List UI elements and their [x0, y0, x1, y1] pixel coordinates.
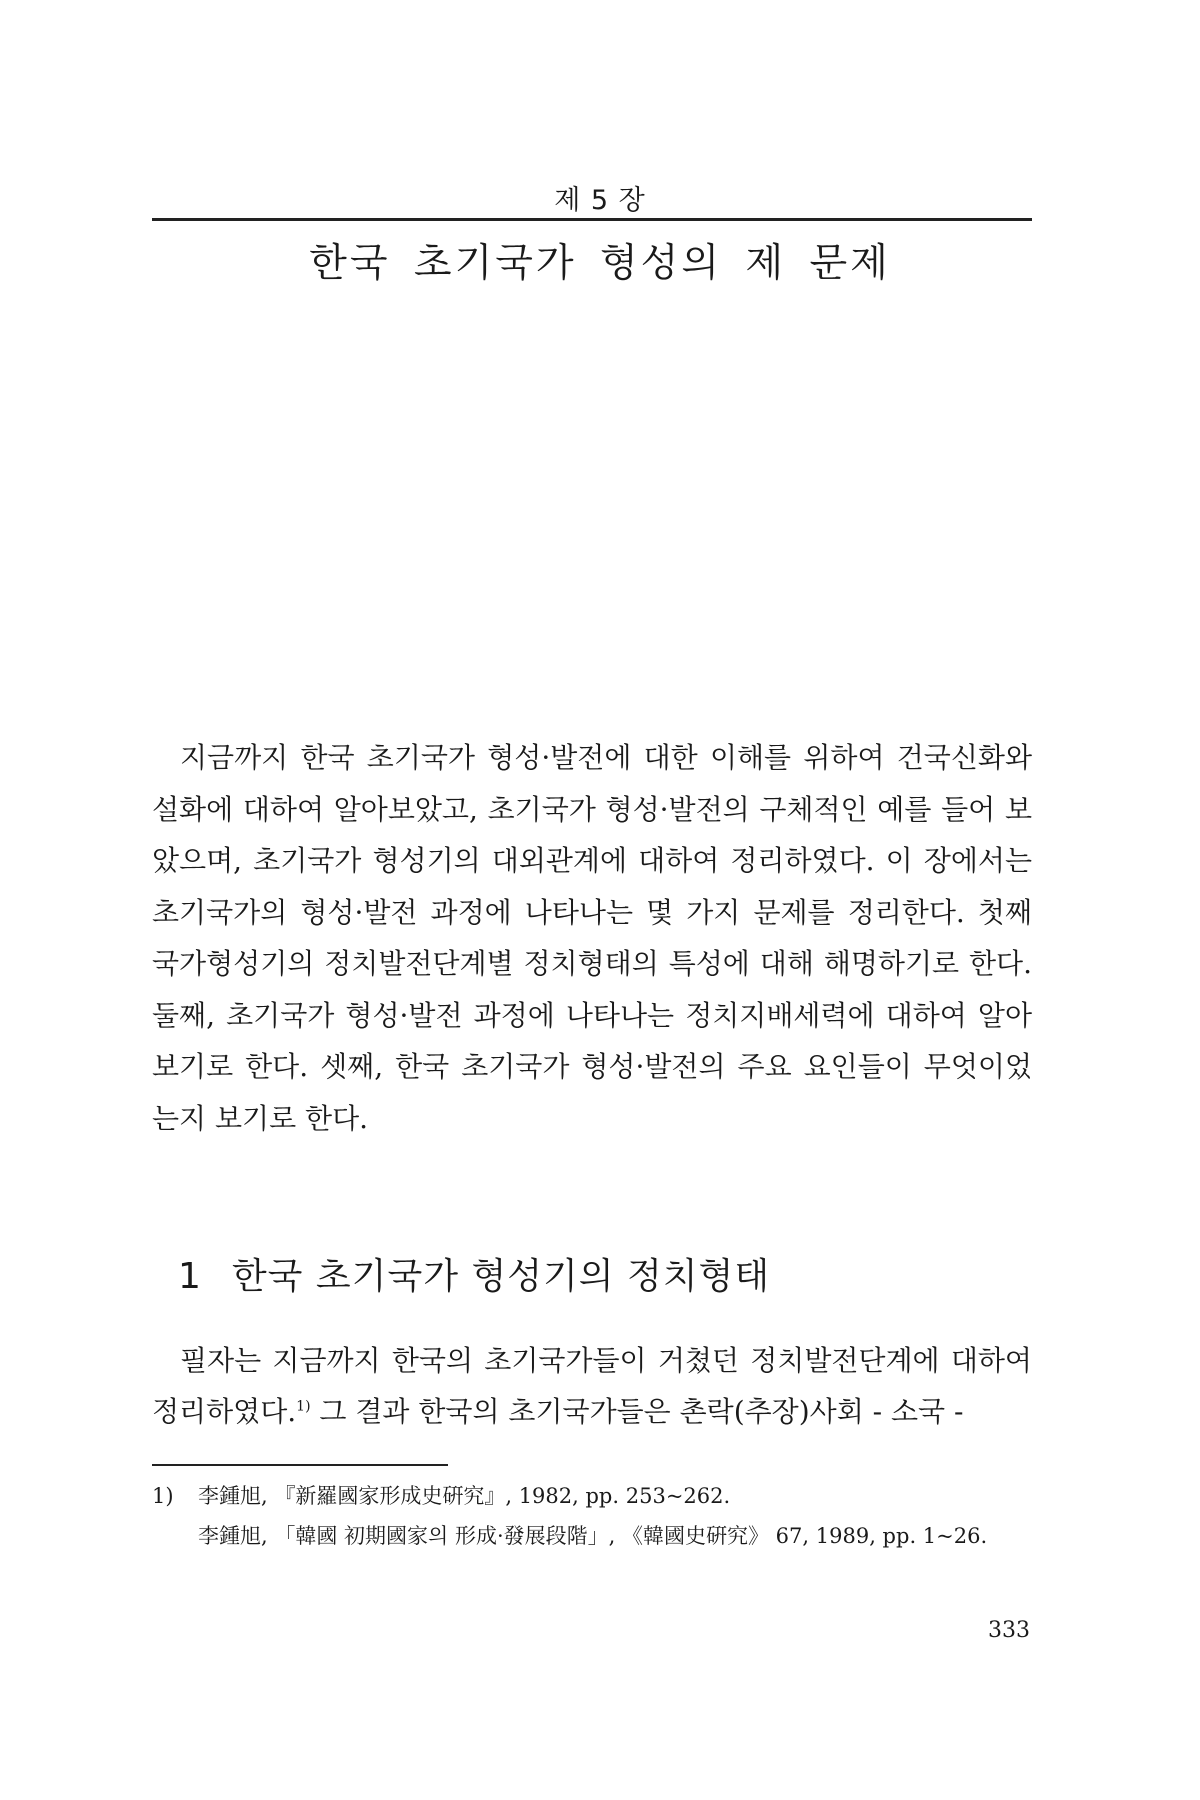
section-paragraph — [152, 1335, 1032, 1437]
footnote-text: 李鍾旭, 「韓國 初期國家의 形成·發展段階」, 《韓國史硏究》 67, 1989, pp. 1~26. — [198, 1524, 988, 1548]
footnote-line — [152, 1476, 1032, 1516]
section-heading — [178, 1248, 770, 1299]
chapter-rule — [152, 218, 1032, 221]
page-number: 333 — [988, 1618, 1030, 1643]
section-title: 한국 초기국가 형성기의 정치형태 — [231, 1256, 771, 1297]
intro-text: 지금까지 한국 초기국가 형성·발전에 대한 이해를 위하여 건국신화와 설화에 대하여 알아보았고, 초기국가 형성·발전의 구체적인 예를 들어 보았으며, 초기국가 형성기의 대외관계에 대하여 정리하였다. 이 장에서는 초기국가의 형성·발전 과정에 나타나는 몇 가지 문제를 정리한다. 첫째 국가형성기의 정치발전단계별 정치형태의 특성에 대해 해명하기로 한다. 둘째, 초기국가 형성·발전 과정에 나타나는 정치지배세력에 대하여 알아보기로 한다. 셋째, 한국 초기국가 형성·발전의 주요 요인들이 무엇이었는지 보기로 한다. — [152, 741, 1032, 1135]
footnote-number: 1) — [152, 1484, 174, 1508]
footnote-text: 李鍾旭, 『新羅國家形成史硏究』, 1982, pp. 253~262. — [198, 1484, 731, 1508]
section-number: 1 — [178, 1256, 202, 1297]
chapter-title: 한국 초기국가 형성의 제 문제 — [309, 241, 891, 286]
footnote-reference: 1) — [296, 1398, 311, 1415]
footnote-separator — [152, 1464, 448, 1466]
section-text-part1: 필자는 지금까지 한국의 초기국가들이 거쳤던 정치발전단계에 대하여 정리하였다. — [152, 1344, 1032, 1428]
intro-paragraph — [152, 732, 1032, 1144]
section-text-part2: 그 결과 한국의 초기국가들은 촌락(추장)사회 - 소국 - — [310, 1395, 964, 1428]
footnotes — [152, 1476, 1032, 1556]
footnote-line — [152, 1516, 1032, 1556]
chapter-label: 제 5 장 — [554, 185, 646, 216]
